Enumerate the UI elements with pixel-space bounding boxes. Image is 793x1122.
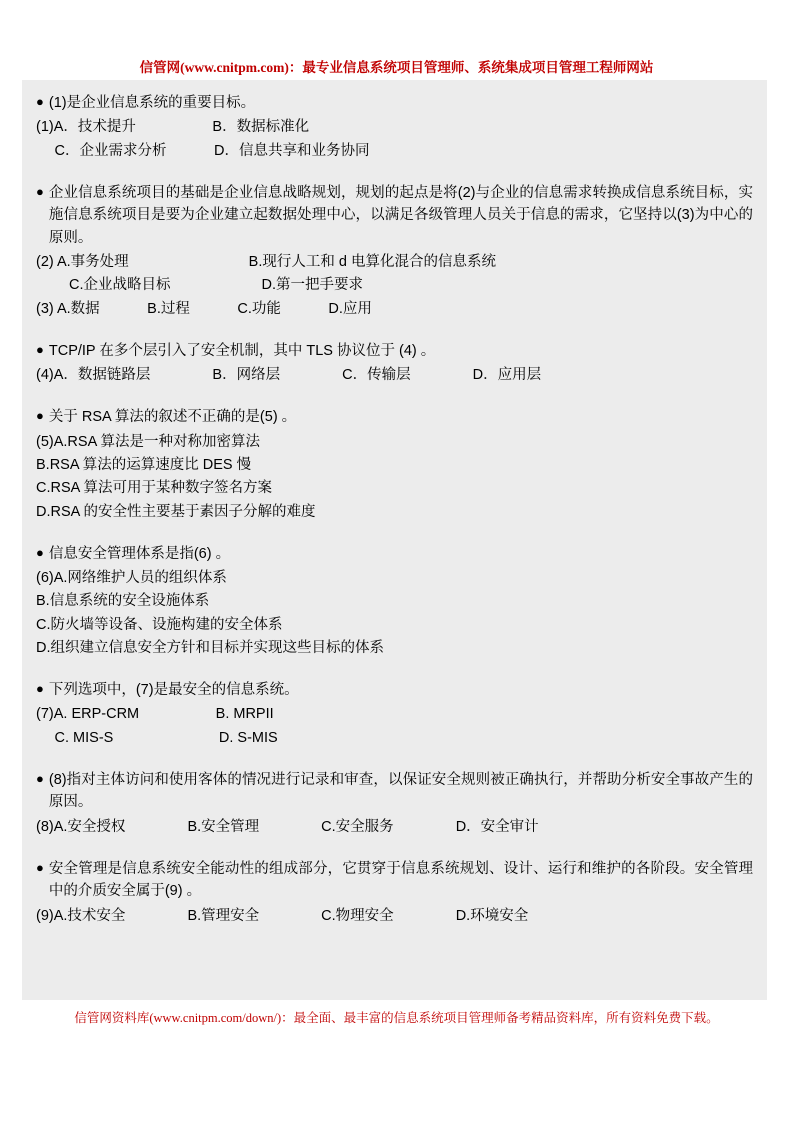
question-stem-text: 信息安全管理体系是指(6) 。 [48,545,231,562]
question-stem-text: TCP/IP 在多个层引入了安全机制，其中 TLS 协议位于 (4) 。 [48,342,436,359]
option-line: C.RSA 算法可用于某种数字签名方案 [36,480,273,497]
option-line: C. MIS-S D. S-MIS [36,729,278,746]
bullet-icon: ● [36,94,44,109]
block-spacer [36,526,753,543]
option-line: (7)A. ERP-CRM B. MRPII [36,706,274,723]
question-stem [36,182,753,249]
bullet-icon: ● [36,408,44,424]
option-line: D.RSA 的安全性主要基于素因子分解的难度 [36,503,316,520]
question-block [36,340,753,388]
option-line: (8)A.安全授权 B.安全管理 C.安全服务 D．安全审计 [36,818,539,835]
question-stem-text: (8)指对主体访问和使用客体的情况进行记录和审查，以保证安全规则被正确执行，并帮助分析安全事故产生的原因。 [48,771,753,811]
option-line: B.RSA 算法的运算速度比 DES 慢 [36,457,252,474]
block-spacer [36,841,753,858]
question-block [36,679,753,750]
exam-content-area [22,80,767,1000]
question-stem [36,858,753,903]
question-block [36,92,753,163]
question-stem [36,406,753,428]
question-stem [36,769,753,814]
option-line: (3) A.数据 B.过程 C.功能 D.应用 [36,300,372,317]
option-line: C.防火墙等设备、设施构建的安全体系 [36,616,283,633]
block-spacer [36,323,753,340]
question-stem-text: (1)是企业信息系统的重要目标。 [48,95,256,111]
option-line: C.企业战略目标 D.第一把手要求 [36,277,364,294]
bullet-icon: ● [36,183,44,199]
option-line: (5)A.RSA 算法是一种对称加密算法 [36,433,260,450]
option-line: (4)A．数据链路层 B．网络层 C．传输层 D．应用层 [36,367,542,384]
option-line: B.信息系统的安全设施体系 [36,593,210,610]
question-stem-text: 安全管理是信息系统安全能动性的组成部分，它贯穿于信息系统规划、设计、运行和维护的各阶段。安全管理中的介质安全属于(9) 。 [48,860,753,900]
bullet-icon: ● [36,770,44,786]
question-stem [36,92,753,114]
option-line: (2) A.事务处理 B.现行人工和 d 电算化混合的信息系统 [36,254,496,271]
question-block [36,543,753,660]
header-banner: 信管网(www.cnitpm.com)：最专业信息系统项目管理师、系统集成项目管理工程师网站 [139,60,654,75]
bullet-icon: ● [36,680,44,696]
question-block [36,858,753,928]
block-spacer [36,662,753,679]
question-stem-text: 企业信息系统项目的基础是企业信息战略规划，规划的起点是将(2)与企业的信息需求转换成信息系统目标，实施信息系统项目是要为企业建立起数据处理中心，以满足各级管理人员关于信息的需求，它坚持以(3)为中心的原则。 [48,184,753,246]
question-stem [36,340,753,362]
question-stem-text: 下列选项中，(7)是最安全的信息系统。 [48,681,299,698]
questions-list [36,92,753,928]
bullet-icon: ● [36,341,44,357]
block-spacer [36,389,753,406]
question-block [36,182,753,321]
footer-banner: 信管网资料库(www.cnitpm.com/down/)：最全面、最丰富的信息系统项目管理师备考精品资料库，所有资料免费下载。 [74,1011,719,1025]
option-line: C．企业需求分析 D．信息共享和业务协同 [36,142,370,159]
question-stem [36,679,753,701]
option-line: (6)A.网络维护人员的组织体系 [36,570,227,587]
bullet-icon: ● [36,544,44,560]
bullet-icon: ● [36,859,44,875]
block-spacer [36,752,753,769]
option-line: (9)A.技术安全 B.管理安全 C.物理安全 D.环境安全 [36,907,529,924]
question-stem [36,543,753,565]
option-line: D.组织建立信息安全方针和目标并实现这些目标的体系 [36,639,384,656]
question-stem-text: 关于 RSA 算法的叙述不正确的是(5) 。 [48,409,297,426]
question-block [36,406,753,523]
block-spacer [36,165,753,182]
question-block [36,769,753,839]
option-line: (1)A．技术提升 B．数据标准化 [36,119,310,136]
